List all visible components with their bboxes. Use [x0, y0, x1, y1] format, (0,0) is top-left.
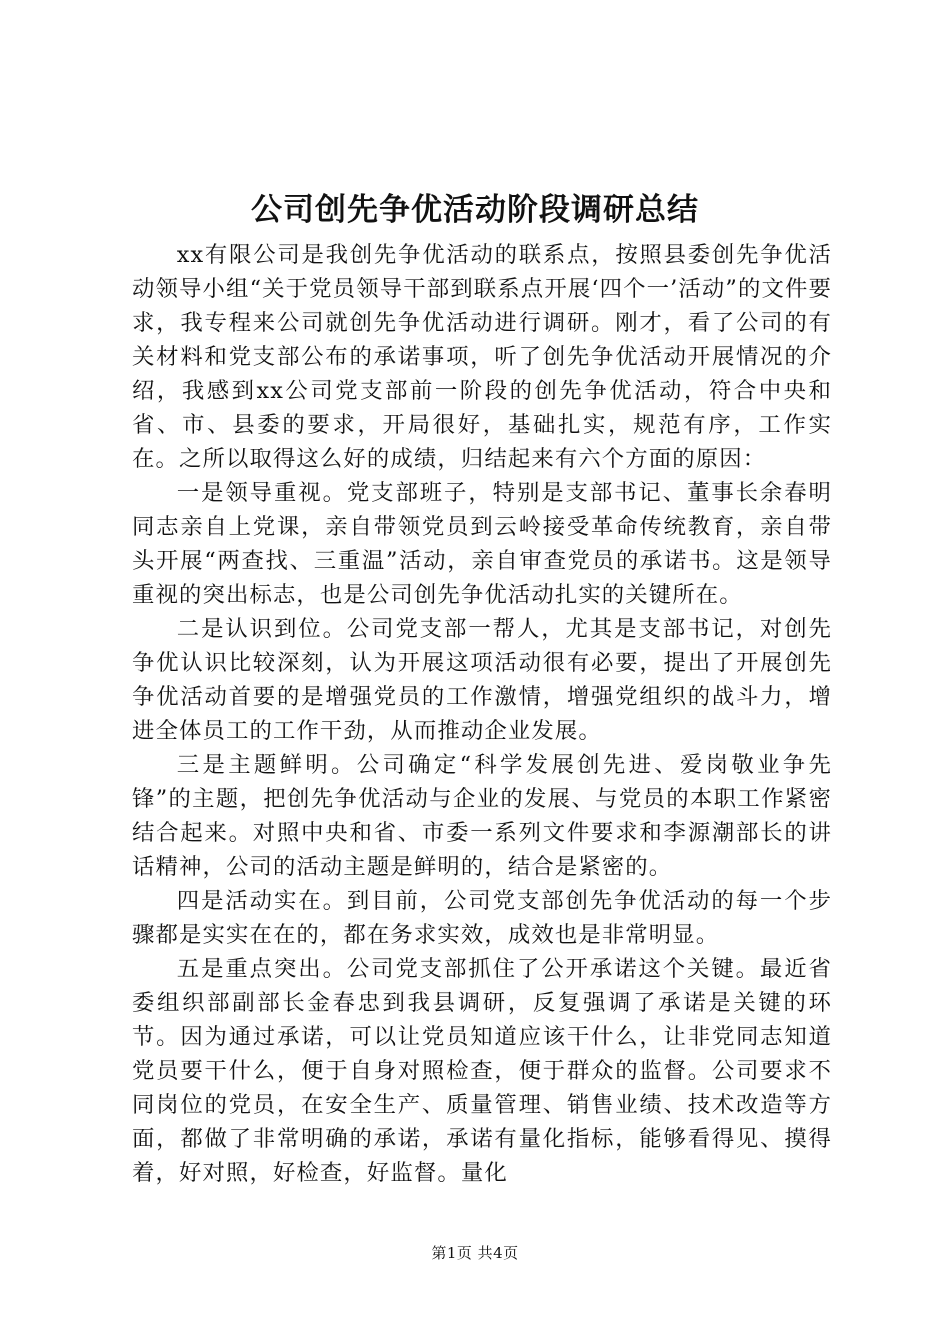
paragraph-point-2: 二是认识到位。公司党支部一帮人，尤其是支部书记，对创先争优认识比较深刻，认为开展这项活动很有必要，提出了开展创先争优活动首要的是增强党员的工作激情，增强党组织的战斗力，增进全体员工的工作干劲，从而推动企业发展。 — [132, 616, 832, 744]
paragraph-intro: xx有限公司是我创先争优活动的联系点，按照县委创先争优活动领导小组“关于党员领导干部到联系点开展‘四个一’活动”的文件要求，我专程来公司就创先争优活动进行调研。刚才，看了公司的有关材料和党支部公布的承诺事项，听了创先争优活动开展情况的介绍，我感到xx公司党支部前一阶段的创先争优活动，符合中央和省、市、县委的要求，开局很好，基础扎实，规范有序，工作实在。之所以取得这么好的成绩，归结起来有六个方面的原因： — [132, 242, 832, 472]
paragraph-point-5: 五是重点突出。公司党支部抓住了公开承诺这个关键。最近省委组织部副部长金春忠到我县调研，反复强调了承诺是关键的环节。因为通过承诺，可以让党员知道应该干什么，让非党同志知道党员要干什么，便于自身对照检查，便于群众的监督。公司要求不同岗位的党员，在安全生产、质量管理、销售业绩、技术改造等方面，都做了非常明确的承诺，承诺有量化指标，能够看得见、摸得着，好对照，好检查，好监督。量化 — [132, 956, 832, 1186]
paragraph-point-1: 一是领导重视。党支部班子，特别是支部书记、董事长余春明同志亲自上党课，亲自带领党员到云岭接受革命传统教育，亲自带头开展“两查找、三重温”活动，亲自审查党员的承诺书。这是领导重视的突出标志，也是公司创先争优活动扎实的关键所在。 — [132, 480, 832, 608]
document-body — [132, 238, 832, 1190]
paragraph-point-4: 四是活动实在。到目前，公司党支部创先争优活动的每一个步骤都是实实在在的，都在务求实效，成效也是非常明显。 — [132, 888, 832, 948]
paragraph-point-3: 三是主题鲜明。公司确定“科学发展创先进、爱岗敬业争先锋”的主题，把创先争优活动与企业的发展、与党员的本职工作紧密结合起来。对照中央和省、市委一系列文件要求和李源潮部长的讲话精神，公司的活动主题是鲜明的，结合是紧密的。 — [132, 752, 832, 880]
document-title: 公司创先争优活动阶段调研总结 — [251, 192, 699, 228]
page-footer: 第1页 共4页 — [431, 1244, 519, 1262]
